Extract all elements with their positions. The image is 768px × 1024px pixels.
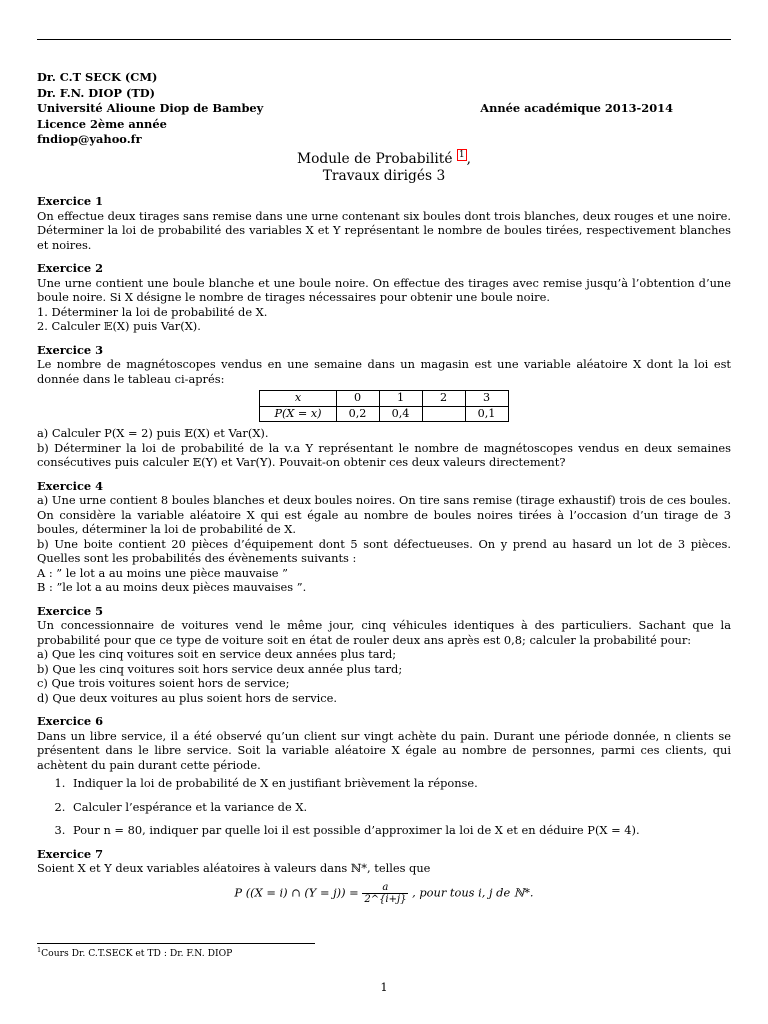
question-a: a) Que les cinq voitures soit en service deux années plus tard; xyxy=(37,647,397,661)
exercise-title: Exercice 2 xyxy=(37,261,104,275)
event-a: A : ” le lot a au moins une pièce mauvaise ” xyxy=(37,565,288,580)
exercise-7 xyxy=(37,847,731,905)
header-block xyxy=(37,70,731,148)
table-row xyxy=(260,391,508,407)
table-row xyxy=(260,406,508,422)
table-cell: 0,4 xyxy=(379,406,422,422)
exercise-3 xyxy=(37,343,731,470)
question-1: 1. Déterminer la loi de probabilité de X. xyxy=(37,304,268,319)
exercise-title: Exercice 7 xyxy=(37,846,104,861)
top-rule xyxy=(37,39,731,40)
header-line-cm: Dr. C.T SECK (CM) xyxy=(37,70,158,84)
event-b: B : ”le lot a au moins deux pièces mauvaises ”. xyxy=(37,580,307,594)
exercise-title: Exercice 4 xyxy=(37,478,104,493)
exercise-text: Un concessionnaire de voitures vend le même jour, cinq véhicules identiques à des particuliers. Sachant que la probabilité pour que ce type de voiture soit en état de rouler deux ans après est 0,8; calculer la probabilité pour: xyxy=(37,618,731,647)
header-university-row xyxy=(37,101,731,117)
footnote xyxy=(37,946,232,959)
question-list xyxy=(37,776,731,838)
table-cell: 3 xyxy=(465,391,508,407)
table-cell: 1 xyxy=(379,391,422,407)
page-number: 1 xyxy=(380,980,388,994)
fraction-denominator: 2^{i+j} xyxy=(364,893,407,905)
probability-table xyxy=(259,390,508,422)
exercise-5 xyxy=(37,604,731,706)
question-b: b) Une boite contient 20 pièces d’équipement dont 5 sont défectueuses. On y prend au hasard un lot de 3 pièces. Quelles sont les probabilités des évènements suivants : xyxy=(37,536,731,565)
question-b: b) Que les cinq voitures soit hors service deux année plus tard; xyxy=(37,661,403,676)
question-c: c) Que trois voitures soient hors de service; xyxy=(37,676,290,690)
exercise-4 xyxy=(37,479,731,595)
exercise-title: Exercice 6 xyxy=(37,714,104,728)
exercise-text: Une urne contient une boule blanche et une boule noire. On effectue des tirages avec remise jusqu’à l’obtention d’une boule noire. Si X désigne le nombre de tirages nécessaires pour obtenir une boule noire. xyxy=(37,275,731,304)
table-cell: P(X = x) xyxy=(260,406,336,422)
question-2: 2. Calculer 𝔼(X) puis Var(X). xyxy=(37,319,201,333)
question-a: a) Calculer P(X = 2) puis 𝔼(X) et Var(X). xyxy=(37,426,269,440)
question-a: a) Une urne contient 8 boules blanches et deux boules noires. On tire sans remise (tirage exhaustif) trois de ces boules. On considère la variable aléatoire X qui est égale au nombre de boules noires tirées à l’occasion d’un tirage de 3 boules, déterminer la loi de probabilité de X. xyxy=(37,493,731,536)
header-level: Licence 2ème année xyxy=(37,116,167,131)
table-cell xyxy=(422,406,465,422)
exercise-text: Soient X et Y deux variables aléatoires à valeurs dans ℕ*, telles que xyxy=(37,861,431,875)
list-item: 1. Indiquer la loi de probabilité de X en justifiant brièvement la réponse. xyxy=(69,776,731,791)
footnote-text: Cours Dr. C.T.SECK et TD : Dr. F.N. DIOP xyxy=(41,948,233,960)
title-line-1: Module de Probabilité xyxy=(296,151,453,167)
exercise-2 xyxy=(37,261,731,334)
footnote-marker: 1 xyxy=(37,946,42,954)
exercise-title: Exercice 1 xyxy=(37,194,104,208)
exercise-title: Exercice 3 xyxy=(37,342,104,357)
exercise-title: Exercice 5 xyxy=(37,603,104,618)
university-name: Université Alioune Diop de Bambey xyxy=(37,101,264,116)
formula-right: , pour tous i, j de ℕ*. xyxy=(412,885,534,899)
table-cell: 0 xyxy=(336,391,379,407)
list-item: 2. Calculer l’espérance et la variance de X. xyxy=(69,800,731,815)
question-b: b) Déterminer la loi de probabilité de la v.a Y représentant le nombre de magnétoscopes vendus en deux semaines consécutives puis calculer 𝔼(Y) et Var(Y). Pouvait-on obtenir ces deux valeurs directement? xyxy=(37,440,731,469)
title-line-2: Travaux dirigés 3 xyxy=(322,167,446,184)
exercises-body xyxy=(37,194,731,914)
academic-year: Année académique 2013-2014 xyxy=(480,101,673,116)
table-cell: 0,2 xyxy=(336,406,379,422)
header-email: fndiop@yahoo.fr xyxy=(37,132,142,147)
exercise-text: Dans un libre service, il a été observé qu’un client sur vingt achète du pain. Durant une période donnée, n clients se présentent dans le libre service. Soit la variable aléatoire X égale au nombre de personnes, parmi ces clients, qui achètent du pain durant cette période. xyxy=(37,728,731,772)
page-title xyxy=(37,151,731,184)
header-line-td: Dr. F.N. DIOP (TD) xyxy=(37,85,156,100)
exercise-1 xyxy=(37,194,731,252)
formula-left: P ((X = i) ∩ (Y = j)) = xyxy=(234,885,359,899)
table-cell: 0,1 xyxy=(465,406,508,422)
joint-law-formula xyxy=(37,882,731,905)
fraction-numerator: a xyxy=(362,882,408,894)
footnote-rule xyxy=(37,943,315,944)
document-page xyxy=(37,0,731,1024)
title-comma: , xyxy=(466,151,472,167)
formula-fraction xyxy=(362,882,408,905)
list-item: 3. Pour n = 80, indiquer par quelle loi il est possible d’approximer la loi de X et en déduire P(X = 4). xyxy=(69,823,731,838)
table-cell: x xyxy=(260,391,336,407)
table-cell: 2 xyxy=(422,391,465,407)
exercise-6 xyxy=(37,714,731,838)
question-d: d) Que deux voitures au plus soient hors de service. xyxy=(37,690,338,705)
exercise-text: Le nombre de magnétoscopes vendus en une semaine dans un magasin est une variable aléatoire X dont la loi est donnée dans le tableau ci-aprés: xyxy=(37,357,731,386)
exercise-text: On effectue deux tirages sans remise dans une urne contenant six boules dont trois blanches, deux rouges et une noire. Déterminer la loi de probabilité des variables X et Y représentant le nombre de boules tirées, respectivement blanches et noires. xyxy=(37,208,731,252)
footnote-link[interactable]: 1 xyxy=(458,150,465,161)
